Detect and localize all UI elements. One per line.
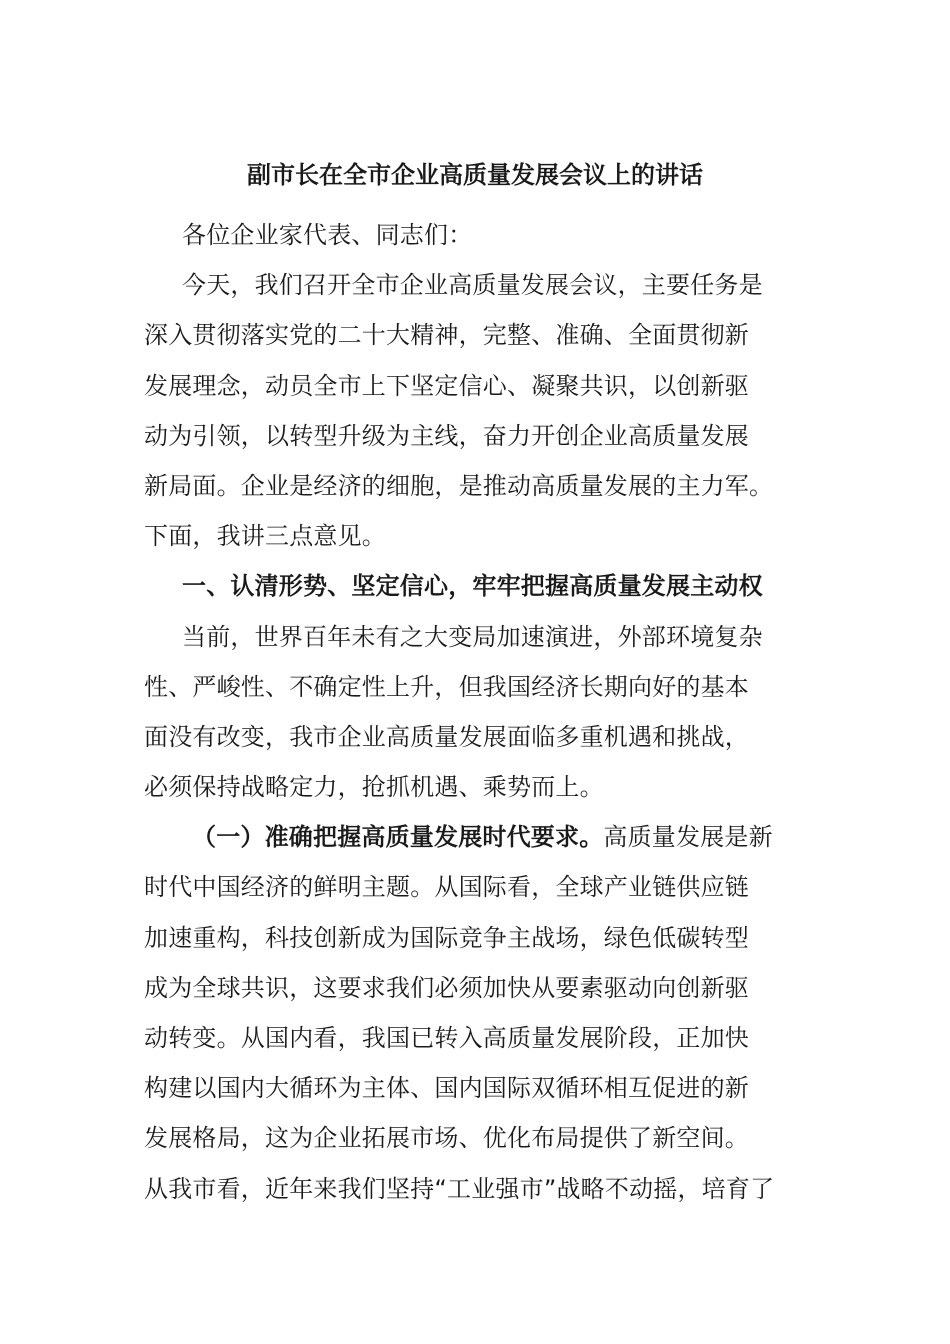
paragraph-line: 发展格局，这为企业拓展市场、优化布局提供了新空间。	[144, 1124, 749, 1153]
paragraph-line: 动转变。从国内看，我国已转入高质量发展阶段，正加快	[144, 1024, 749, 1052]
paragraph-line: 性、严峻性、不确定性上升，但我国经济长期向好的基本	[144, 672, 749, 701]
paragraph-line: 动为引领，以转型升级为主线，奋力开创企业高质量发展	[144, 421, 749, 450]
subsection-heading: （一）准确把握高质量发展时代要求。	[192, 823, 604, 852]
subsection-text: 高质量发展是新	[603, 823, 773, 852]
paragraph-line: 时代中国经济的鲜明主题。从国际看，全球产业链供应链	[144, 873, 749, 902]
paragraph-line: 从我市看，近年来我们坚持“工业强市”战略不动摇，培育了	[144, 1174, 775, 1203]
paragraph-line: 成为全球共识，这要求我们必须加快从要素驱动向创新驱	[144, 973, 749, 1002]
paragraph-line: 下面，我讲三点意见。	[144, 522, 386, 551]
paragraph-line: 必须保持战略定力，抢抓机遇、乘势而上。	[144, 773, 604, 802]
paragraph-line: 新局面。企业是经济的细胞，是推动高质量发展的主力军。	[144, 471, 774, 500]
document-body	[144, 210, 804, 1214]
paragraph-line: 面没有改变，我市企业高质量发展面临多重机遇和挑战，	[144, 722, 749, 751]
paragraph-line: 加速重构，科技创新成为国际竞争主战场，绿色低碳转型	[144, 923, 749, 952]
salutation: 各位企业家代表、同志们：	[182, 221, 473, 249]
document-title: 副市长在全市企业高质量发展会议上的讲话	[247, 161, 703, 189]
paragraph-line: 深入贯彻落实党的二十大精神，完整、准确、全面贯彻新	[144, 321, 749, 350]
paragraph-line: 当前，世界百年未有之大变局加速演进，外部环境复杂	[182, 622, 763, 651]
paragraph-line: 构建以国内大循环为主体、国内国际双循环相互促进的新	[144, 1074, 749, 1103]
paragraph-line: 发展理念，动员全市上下坚定信心、凝聚共识，以创新驱	[144, 371, 749, 400]
paragraph-line: 今天，我们召开全市企业高质量发展会议，主要任务是	[182, 271, 763, 300]
subsection-line	[144, 812, 804, 862]
section-heading: 一、认清形势、坚定信心，牢牢把握高质量发展主动权	[182, 572, 763, 601]
